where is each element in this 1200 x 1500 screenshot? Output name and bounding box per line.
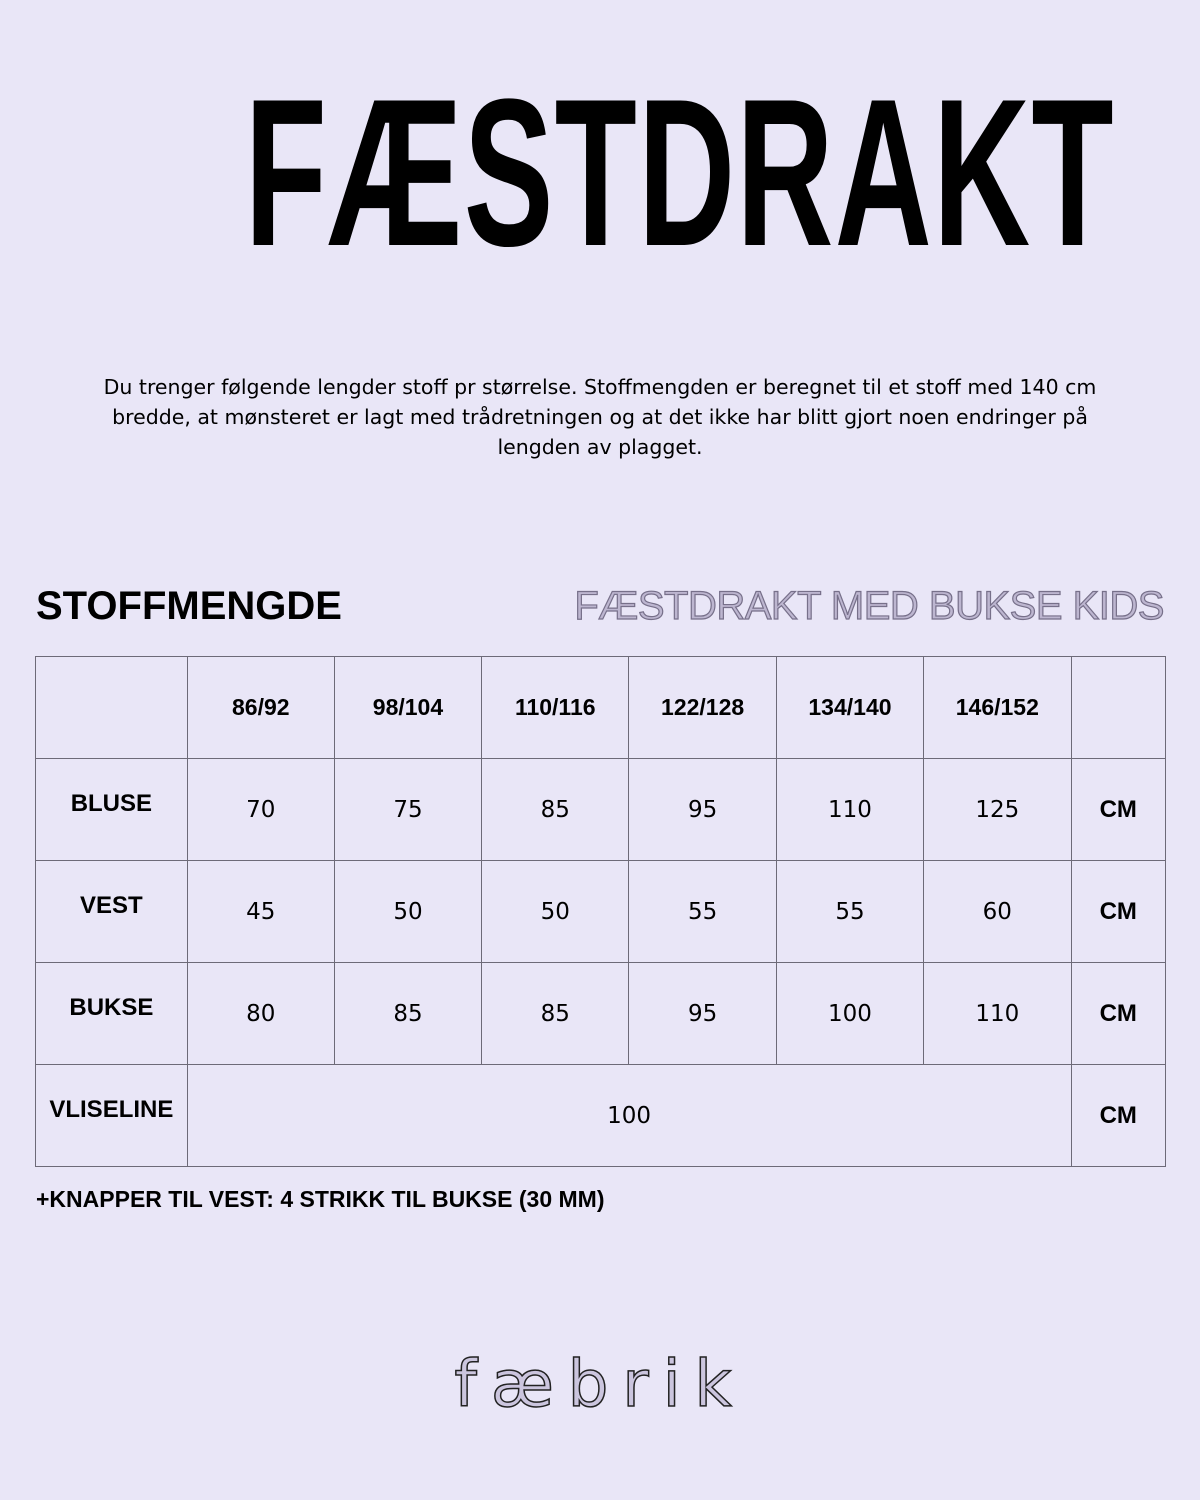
value-cell: 70: [187, 759, 334, 861]
row-label: VLISELINE: [36, 1065, 188, 1167]
row-label: BUKSE: [36, 963, 188, 1065]
value-cell: 55: [629, 861, 776, 963]
value-cell: 95: [629, 759, 776, 861]
size-header: 86/92: [187, 657, 334, 759]
unit-cell: CM: [1071, 759, 1166, 861]
value-cell: 85: [482, 759, 629, 861]
section-title: STOFFMENGDE: [36, 584, 342, 628]
table-row: [36, 759, 1166, 861]
unit-cell: CM: [1071, 963, 1166, 1065]
brand-logo: fæbrik: [454, 1348, 746, 1422]
header-row: [36, 657, 1166, 759]
page-title: [0, 55, 1200, 290]
value-cell: 80: [187, 963, 334, 1065]
title-text: FÆSTDRAKT: [244, 55, 1115, 290]
unit-cell: CM: [1071, 861, 1166, 963]
value-cell: 50: [334, 861, 481, 963]
size-header: 146/152: [924, 657, 1071, 759]
value-cell: 85: [482, 963, 629, 1065]
row-label: VEST: [36, 861, 188, 963]
size-header: 110/116: [482, 657, 629, 759]
size-header: 134/140: [776, 657, 923, 759]
table-row: [36, 1065, 1166, 1167]
value-cell: 75: [334, 759, 481, 861]
value-cell: 110: [776, 759, 923, 861]
notions-note: +KNAPPER TIL VEST: 4 STRIKK TIL BUKSE (30 MM): [36, 1186, 605, 1212]
value-cell: 110: [924, 963, 1071, 1065]
value-cell: 55: [776, 861, 923, 963]
value-cell: 60: [924, 861, 1071, 963]
value-cell: 85: [334, 963, 481, 1065]
row-label: BLUSE: [36, 759, 188, 861]
value-cell: 100: [776, 963, 923, 1065]
table-row: [36, 963, 1166, 1065]
fabric-table: [35, 656, 1166, 1167]
table-row: [36, 861, 1166, 963]
value-cell: 100: [187, 1065, 1071, 1167]
value-cell: 95: [629, 963, 776, 1065]
value-cell: 50: [482, 861, 629, 963]
corner-cell: [36, 657, 188, 759]
intro-text: Du trenger følgende lengder stoff pr størrelse. Stoffmengden er beregnet til et stoff med 140 cm bredde, at mønsteret er lagt med trådretningen og at det ikke har blitt gjort noen endringer på lengden av plagget.: [103, 375, 1097, 459]
size-header: 122/128: [629, 657, 776, 759]
product-subtitle: FÆSTDRAKT MED BUKSE KIDS: [574, 584, 1164, 628]
unit-cell: CM: [1071, 1065, 1166, 1167]
value-cell: 45: [187, 861, 334, 963]
unit-header: [1071, 657, 1166, 759]
value-cell: 125: [924, 759, 1071, 861]
size-header: 98/104: [334, 657, 481, 759]
